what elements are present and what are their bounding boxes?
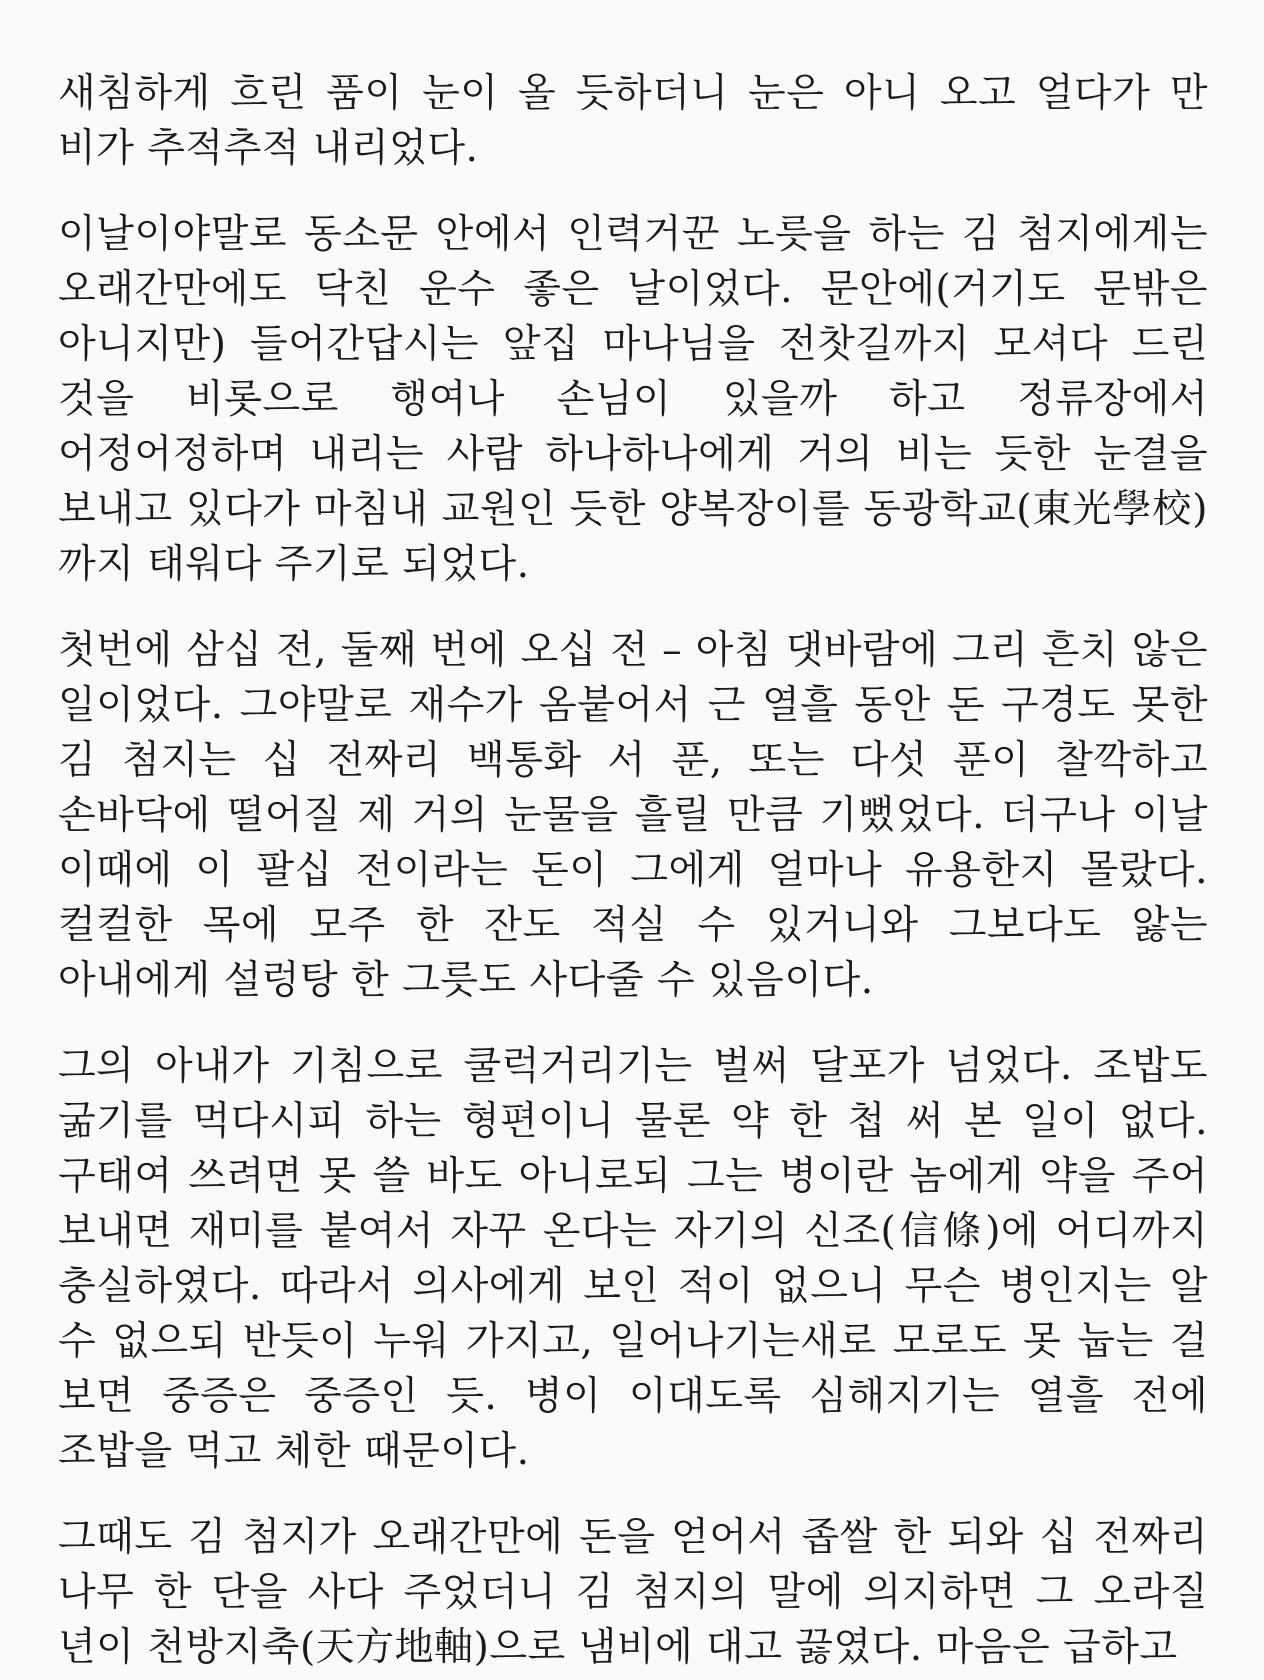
paragraph-5: 그때도 김 첨지가 오래간만에 돈을 얻어서 좁쌀 한 되와 십 전짜리 나무 한 단을 사다 주었더니 김 첨지의 말에 의지하면 그 오라질 년이 천방지축(天方地軸)으로 냄비에 대고 끓였다. 마음은 급하고	[58, 1515, 1208, 1670]
paragraph-1: 새침하게 흐린 품이 눈이 올 듯하더니 눈은 아니 오고 얼다가 만 비가 추적추적 내리었다.	[58, 71, 1208, 171]
reading-page[interactable]	[58, 66, 1208, 1670]
paragraph-3: 첫번에 삼십 전, 둘째 번에 오십 전 – 아침 댓바람에 그리 흔치 않은 일이었다. 그야말로 재수가 옴붙어서 근 열흘 동안 돈 구경도 못한 김 첨지는 십 전짜리 백통화 서 푼, 또는 다섯 푼이 찰깍하고 손바닥에 떨어질 제 거의 눈물을 흘릴 만큼 기뻤었다. 더구나 이날 이때에 이 팔십 전이라는 돈이 그에게 얼마나 유용한지 몰랐다. 컬컬한 목에 모주 한 잔도 적실 수 있거니와 그보다도 앓는 아내에게 설렁탕 한 그릇도 사다줄 수 있음이다.	[58, 628, 1208, 1003]
paragraph-2: 이날이야말로 동소문 안에서 인력거꾼 노릇을 하는 김 첨지에게는 오래간만에도 닥친 운수 좋은 날이었다. 문안에(거기도 문밖은 아니지만) 들어간답시는 앞집 마나님을 전찻길까지 모셔다 드린 것을 비롯으로 행여나 손님이 있을까 하고 정류장에서 어정어정하며 내리는 사람 하나하나에게 거의 비는 듯한 눈결을 보내고 있다가 마침내 교원인 듯한 양복장이를 동광학교(東光學校)까지 태워다 주기로 되었다.	[58, 212, 1208, 587]
paragraph-4: 그의 아내가 기침으로 쿨럭거리기는 벌써 달포가 넘었다. 조밥도 굶기를 먹다시피 하는 형편이니 물론 약 한 첩 써 본 일이 없다. 구태여 쓰려면 못 쓸 바도 아니로되 그는 병이란 놈에게 약을 주어 보내면 재미를 붙여서 자꾸 온다는 자기의 신조(信條)에 어디까지 충실하였다. 따라서 의사에게 보인 적이 없으니 무슨 병인지는 알 수 없으되 반듯이 누워 가지고, 일어나기는새로 모로도 못 눕는 걸 보면 중증은 중증인 듯. 병이 이대도록 심해지기는 열흘 전에 조밥을 먹고 체한 때문이다.	[58, 1044, 1208, 1474]
